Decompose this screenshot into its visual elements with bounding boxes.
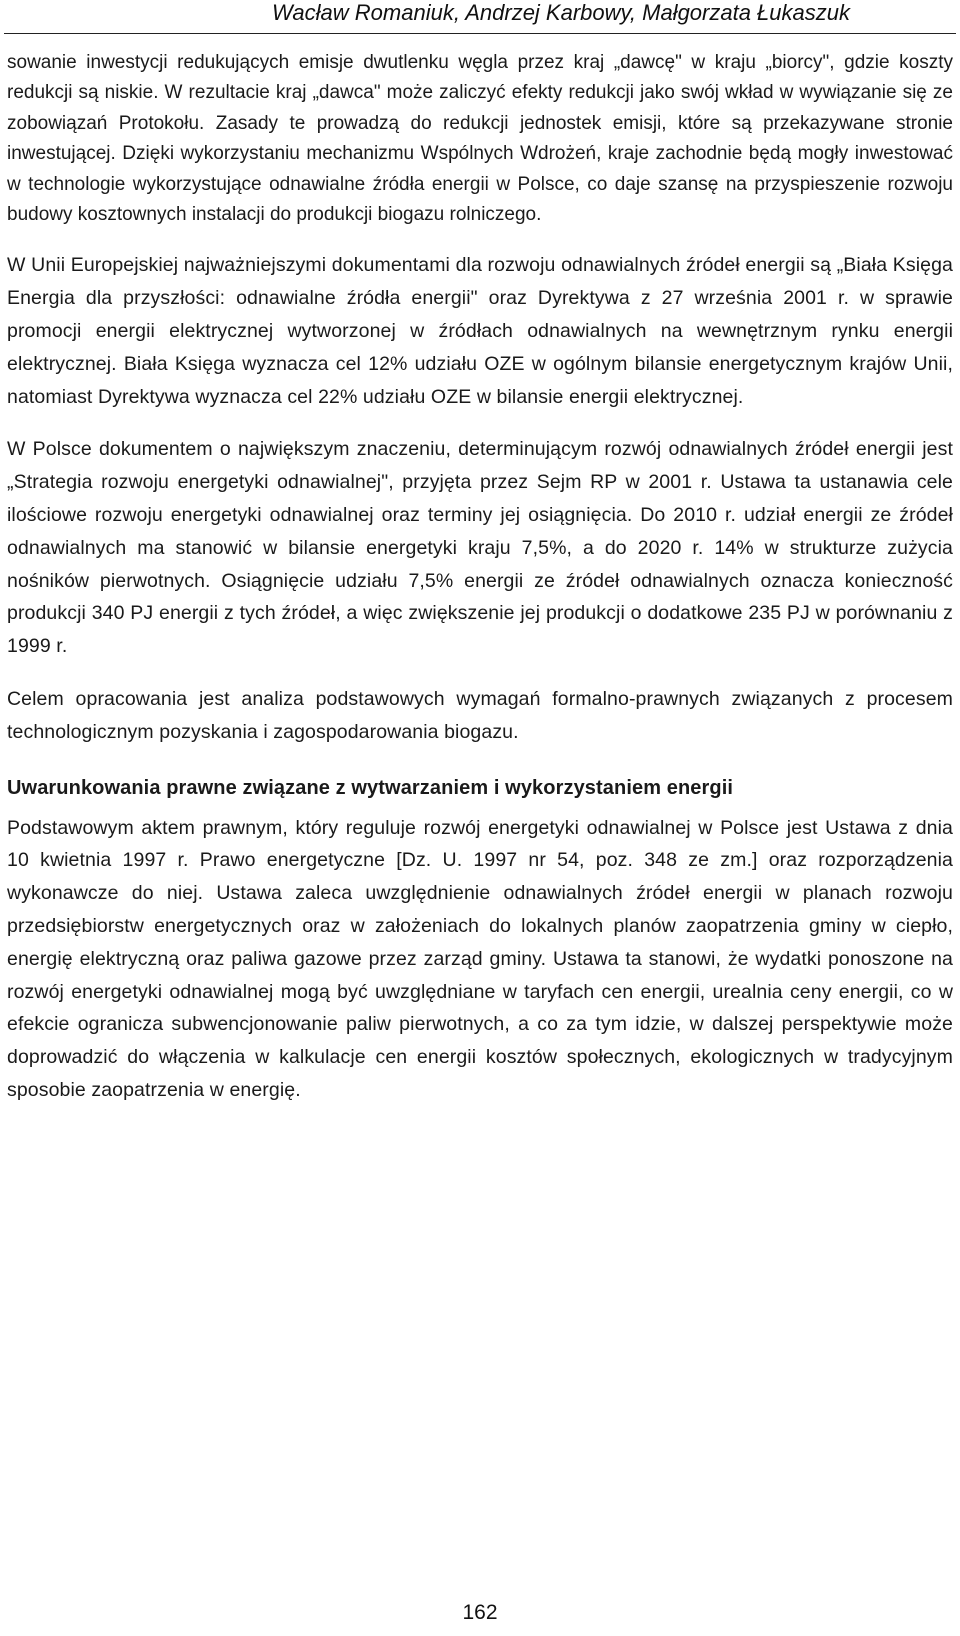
paragraph-poland-strategy: W Polsce dokumentem o największym znaczeniu, determinującym rozwój odnawialnych źródeł energii jest „Strategia rozwoju energetyki odnawialnej", przyjęta przez Sejm RP w 2001 r. Ustawa ta ustanawia cele ilościowe rozwoju energetyki odnawialnej oraz terminy jej osiągnięcia. Do 2010 r. udział energii ze źródeł odnawialnych ma stanowić w bilansie energetyki kraju 7,5%, a do 2020 r. 14% w strukturze zużycia nośników pierwotnych. Osiągnięcie udziału 7,5% energii ze źródeł odnawialnych oznacza konieczność produkcji 340 PJ energii z tych źródeł, a więc zwiększenie jej produkcji o dodatkowe 235 PJ w porównaniu z 1999 r.	[7, 438, 953, 658]
page-number: 162	[462, 1601, 498, 1624]
paragraph-energy-law: Podstawowym aktem prawnym, który reguluje rozwój energetyki odnawialnej w Polsce jest Ustawa z dnia 10 kwietnia 1997 r. Prawo energetyczne [Dz. U. 1997 nr 54, poz. 348 ze zm.] oraz rozporządzenia wykonawcze do niej. Ustawa zaleca uwzględnienie odnawialnych źródeł energii w planach rozwoju przedsiębiorstw energetycznych oraz w założeniach do lokalnych planów zaopatrzenia gminy w ciepło, energię elektryczną oraz paliwa gazowe przez zarząd gminy. Ustawa ta stanowi, że wydatki ponoszone na rozwój energetyki odnawialnej mogą być uwzględniane w taryfach cen energii, urealnia ceny energii, co w efekcie ogranicza subwencjonowanie paliw pierwotnych, a co za tym idzie, w dalszej perspektywie może doprowadzić do włączenia w kalkulacje cen energii kosztów społecznych, ekologicznych w tradycyjnym sposobie zaopatrzenia w energię.	[7, 816, 953, 1101]
page-body	[7, 48, 953, 1107]
paragraph-eu-documents: W Unii Europejskiej najważniejszymi dokumentami dla rozwoju odnawialnych źródeł energii są „Biała Księga Energia dla przyszłości: odnawialne źródła energii" oraz Dyrektywa z 27 września 2001 r. w sprawie promocji energii elektrycznej wytworzonej w źródłach odnawialnych na wewnętrznym rynku energii elektrycznej. Biała Księga wyznacza cel 12% udziału OZE w ogólnym bilansie energetycznym krajów Unii, natomiast Dyrektywa wyznacza cel 22% udziału OZE w bilansie energii elektrycznej.	[7, 254, 953, 408]
section-heading: Uwarunkowania prawne związane z wytwarzaniem i wykorzystaniem energii	[7, 776, 734, 799]
running-header-authors: Wacław Romaniuk, Andrzej Karbowy, Małgorzata Łukaszuk	[272, 0, 850, 25]
header-divider	[4, 33, 956, 34]
paragraph-study-aim: Celem opracowania jest analiza podstawowych wymagań formalno-prawnych związanych z procesem technologicznym pozyskania i zagospodarowania biogazu.	[7, 688, 953, 743]
paragraph-joint-implementation: sowanie inwestycji redukujących emisje dwutlenku węgla przez kraj „dawcę" w kraju „biorcy", gdzie koszty redukcji są niskie. W rezultacie kraj „dawca" może zaliczyć efekty redukcji jako swój wkład w wywiązanie się ze zobowiązań Protokołu. Zasady te prowadzą do redukcji jednostek emisji, które są przekazywane stronie inwestującej. Dzięki wykorzystaniu mechanizmu Wspólnych Wdrożeń, kraje zachodnie będą mogły inwestować w technologie wykorzystujące odnawialne źródła energii w Polsce, co daje szansę na przyspieszenie rozwoju budowy kosztownych instalacji do produkcji biogazu rolniczego.	[7, 52, 953, 226]
